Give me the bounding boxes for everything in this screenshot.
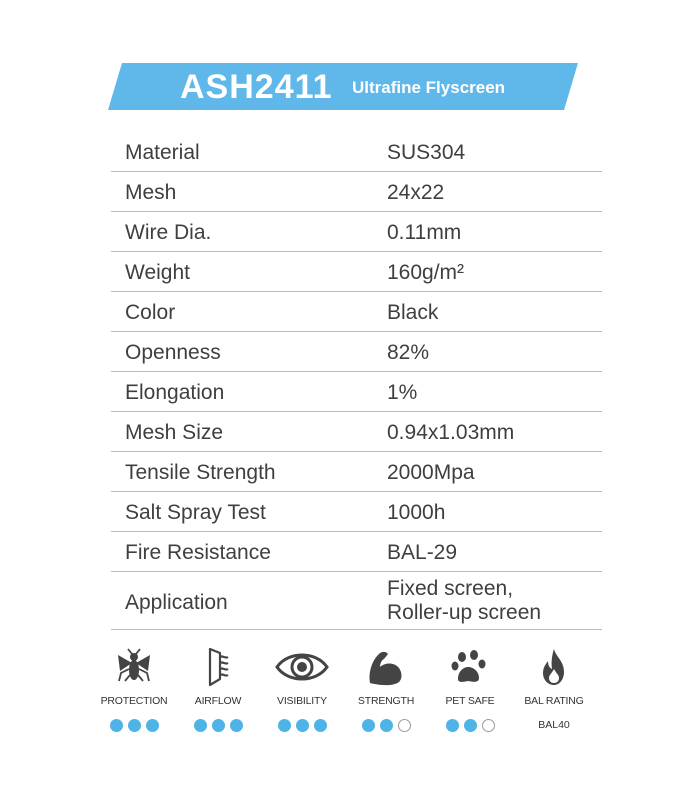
spec-label: Salt Spray Test (125, 501, 266, 524)
flame-icon (532, 645, 576, 689)
feature-protection (92, 645, 176, 735)
spec-row-wire-dia (111, 212, 602, 252)
spec-label: Application (125, 591, 228, 614)
eye-icon (274, 645, 330, 689)
spec-value: 2000Mpa (387, 461, 475, 484)
rating-dot-filled (194, 719, 207, 732)
spec-row-openness (111, 332, 602, 372)
feature-strength (344, 645, 428, 735)
spec-label: Fire Resistance (125, 541, 271, 564)
banner-background (108, 63, 578, 110)
paw-icon (448, 645, 492, 689)
spec-value: 160g/m² (387, 261, 465, 284)
rating-dot-filled (380, 719, 393, 732)
spec-value-line: Roller-up screen (387, 601, 542, 624)
spec-row-salt-spray (111, 492, 602, 532)
rating-dot-filled (146, 719, 159, 732)
spec-row-elongation (111, 372, 602, 412)
spec-label: Mesh (125, 181, 177, 204)
rating-dot-filled (362, 719, 375, 732)
spec-row-fire-resistance (111, 532, 602, 572)
title-banner (108, 63, 578, 110)
spec-row-application (111, 572, 602, 630)
rating-dots (344, 719, 428, 735)
feature-name: BAL RATING (524, 695, 584, 707)
spec-value: 0.94x1.03mm (387, 421, 515, 444)
spec-row-material (111, 132, 602, 172)
spec-row-tensile-strength (111, 452, 602, 492)
rating-dots (176, 719, 260, 735)
rating-dot-empty (482, 719, 495, 732)
spec-row-weight (111, 252, 602, 292)
rating-dot-filled (314, 719, 327, 732)
feature-name: PROTECTION (100, 695, 168, 707)
spec-value: 1% (387, 381, 418, 404)
spec-value-line: Fixed screen, (387, 577, 514, 600)
rating-dot-filled (230, 719, 243, 732)
spec-label: Wire Dia. (125, 221, 212, 244)
fly-icon (112, 645, 156, 689)
spec-value: SUS304 (387, 141, 466, 164)
spec-label: Color (125, 301, 176, 324)
product-subtitle: Ultrafine Flyscreen (352, 78, 506, 97)
rating-dot-filled (296, 719, 309, 732)
spec-value: 0.11mm (387, 221, 462, 244)
feature-visibility (260, 645, 344, 735)
spec-label: Elongation (125, 381, 225, 404)
feature-airflow (176, 645, 260, 735)
spec-label: Weight (125, 261, 190, 284)
rating-dot-filled (128, 719, 141, 732)
rating-dot-filled (110, 719, 123, 732)
spec-value (387, 577, 541, 625)
feature-pet-safe (428, 645, 512, 735)
product-code: ASH2411 (180, 68, 333, 106)
feature-name: VISIBILITY (277, 695, 327, 707)
rating-dots (428, 719, 512, 735)
bicep-icon (364, 645, 408, 689)
spec-row-mesh (111, 172, 602, 212)
feature-name: AIRFLOW (194, 695, 242, 707)
spec-value: 24x22 (387, 181, 445, 204)
spec-label: Material (125, 141, 200, 164)
spec-value: 82% (387, 341, 430, 364)
airflow-icon (196, 645, 240, 689)
bal-rating-value: BAL40 (538, 719, 570, 731)
spec-table (111, 132, 602, 630)
spec-row-color (111, 292, 602, 332)
rating-dot-filled (446, 719, 459, 732)
rating-dot-empty (398, 719, 411, 732)
rating-dot-filled (278, 719, 291, 732)
rating-dot-filled (464, 719, 477, 732)
rating-dots (260, 719, 344, 735)
spec-label: Mesh Size (125, 421, 224, 444)
feature-name: STRENGTH (357, 695, 415, 707)
feature-name: PET SAFE (445, 695, 495, 707)
spec-row-mesh-size (111, 412, 602, 452)
spec-label: Tensile Strength (125, 461, 276, 484)
feature-ratings (92, 645, 596, 745)
feature-bal-rating (512, 645, 596, 731)
rating-dots (92, 719, 176, 735)
spec-value: Black (387, 301, 439, 324)
spec-label: Openness (125, 341, 221, 364)
rating-dot-filled (212, 719, 225, 732)
spec-value: 1000h (387, 501, 446, 524)
spec-value: BAL-29 (387, 541, 458, 564)
